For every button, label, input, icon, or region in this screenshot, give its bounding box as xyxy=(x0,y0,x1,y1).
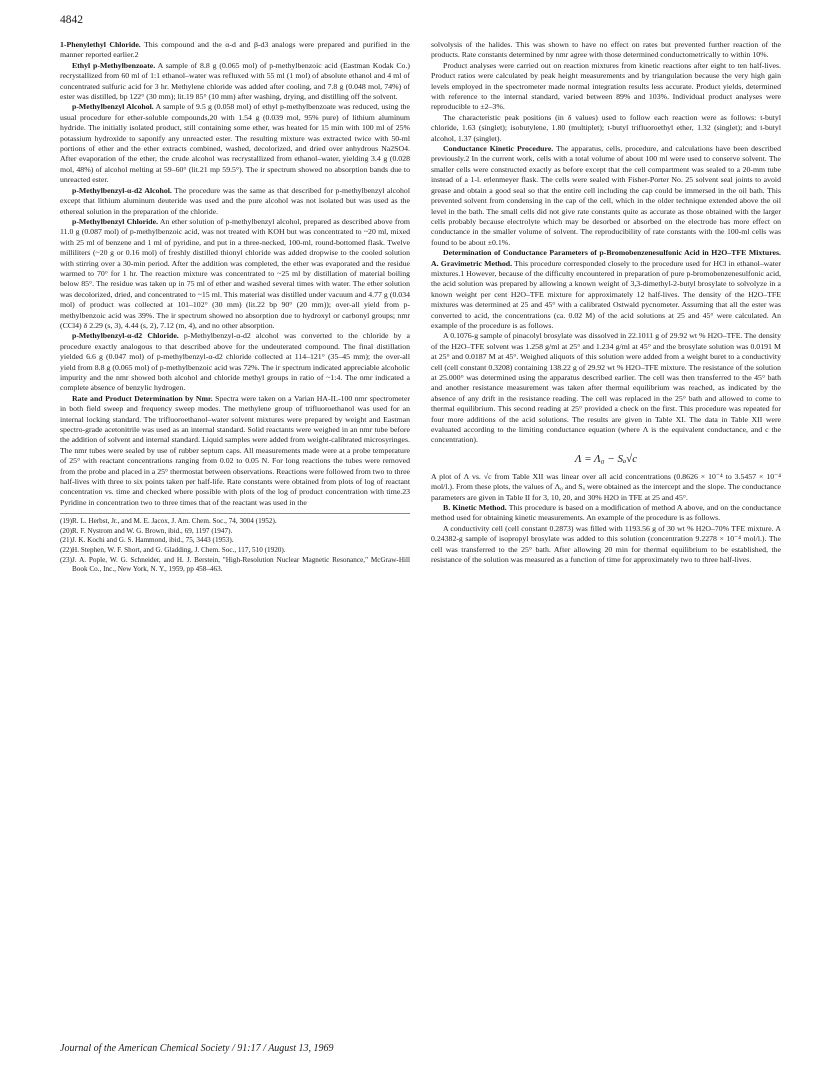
paragraph-text: A conductivity cell (cell constant 0.2873) was filled with 1193.56 g of 30 wt % H2O–70% TFE mixture. A 0.24382-g sample of isopropyl brosylate was added to this solution (concentration 9.2278 × 10⁻⁴ mol/l.). The cell was transferred to the 25° bath. After allowing 20 min for thermal equilibrium to be established, the resistance of the solution was measured as a function of time for approximately two to three half-lives. xyxy=(431,523,781,565)
section-heading: p-Methylbenzyl Chloride. xyxy=(72,216,159,226)
paragraph-text: The characteristic peak positions (in δ values) used to follow each reaction were as follows: t-butyl chloride, 1.63 (singlet); isobutylene, 1.80 (multiplet); t-butyl trifluoroethyl ether, 1.32 (singlet); and t-butyl alcohol, 1.37 (singlet). xyxy=(431,112,781,143)
paragraph-text: The apparatus, cells, procedure, and calculations have been described previously.2 In the current work, cells with a total volume of about 100 ml were used to conserve solvent. The smaller cells were constructed exactly as before except that the cell compartment was sealed to a 20-mm tube instead of a 1-l. erlenmeyer flask. The cells were sealed with Fisher-Porter No. 25 solvent seal joints to avoid grease and obtain a good seal so that the entire cell including the cap could be immersed in the oil bath. This prevented solvent from condensing in the cap of the cell, which in the older technique extended above the oil level in the bath. The small cells did not give rate constants quite as accurate as those obtained with the larger cells probably because electrolyte which may be desorbed or absorbed on the electrode has more effect on conductance in the smaller volume of solvent. The reproducibility of rate constants with the 100-ml cells was found to be about ±0.1%. xyxy=(431,144,781,247)
footnote-text: R. F. Nystrom and W. G. Brown, ibid., 69, 1197 (1947). xyxy=(72,526,233,535)
footnote-number: (20) xyxy=(60,526,72,535)
paragraph-text: solvolysis of the halides. This was shown to have no effect on rates but prevented further reaction of the products. Rate constants determined by nmr agree with those determined conductometrically to within 10%. xyxy=(431,40,781,60)
footnote-number: (23) xyxy=(60,555,72,564)
paragraph-text: A sample of 9.5 g (0.058 mol) of ethyl p-methylbenzoate was reduced, using the usual procedure for ether-soluble compounds,20 with 1.54 g (0.039 mol, 95% pure) of lithium aluminum hydride. The initially isolated product, still containing some ether, was heated for 15 min with 100 ml of 25% potassium hydroxide to saponify any unreacted ester. The resulting mixture was extracted twice with 50-ml portions of ether and the ether extracts combined, washed, decolorized, and dried over anhydrous Na2SO4. After evaporation of the ether, the crude alcohol was recrystallized from ethanol–water, yielding 3.4 g (0.028 mol, 48%) of alcohol melting at 59–60° (lit.21 mp 59.5°). The ir spectrum showed no absorption bands due to unreacted ester. xyxy=(60,102,411,185)
footnote-number: (22) xyxy=(60,546,72,555)
footnote-text: J. A. Pople, W. G. Schneider, and H. J. Berstein, "High-Resolution Nuclear Magnetic Resonance," McGraw-Hill Book Co., Inc., New York, N. Y., 1959, pp 458–463. xyxy=(72,555,410,574)
paragraph-text: A 0.1076-g sample of pinacolyl brosylate was dissolved in 22.1011 g of 29.92 wt % H2O–TFE. The density of the H2O–TFE solvent was 1.258 g/ml at 25° and 1.234 g/ml at 45° and the brosylate solution was 0.0191 M at 25° and 0.0187 M at 45°. Weighed aliquots of this solution were added from a weight buret to a conductivity cell (cell constant 0.3208) containing 138.22 g of 29.92 wt % H2O–TFE mixture. The resistance of the solution at 25.000° was determined using the apparatus described earlier. The cell was then transferred to the 45° bath and another resistance measurement was taken after thermal equilibrium was reached, as indicated by the absence of any drift in the resistance reading. The cell was replaced in the 25° bath and allowed to come to thermal equilibrium. This second reading at 25° provided a check on the first. This procedure was repeated for four more additions of the acid solutions. The results are given in Table XI. The data in Table XII were evaluated according to the limiting conductance equation (where Λ is the equivalent conductance, and c the concentration). xyxy=(431,331,781,445)
right-column xyxy=(431,40,781,566)
paragraph xyxy=(431,503,781,524)
section-heading: B. Kinetic Method. xyxy=(443,503,507,513)
section-heading: Determination of Conductance Parameters of p-Bromobenzenesulfonic Acid in H2O–TFE Mixtures. A. Gravimetric Method. xyxy=(431,248,781,268)
footnote-number: (21) xyxy=(60,536,72,545)
paragraph-text: The procedure was the same as that described for p-methylbenzyl alcohol except that lithium aluminum deuteride was used and the pure alcohol was not isolated but was used as the ethereal solution in the preparation of the chloride. xyxy=(60,185,410,216)
conductance-equation: Λ = Λ₀ − Sₐ√c xyxy=(574,452,638,465)
left-paragraphs xyxy=(60,40,410,508)
footnotes xyxy=(60,513,410,575)
left-column xyxy=(60,40,410,575)
paragraph xyxy=(60,394,410,508)
paragraph xyxy=(60,61,410,103)
footnote xyxy=(60,546,410,556)
footnote xyxy=(60,556,410,575)
paragraph-text: A sample of 8.8 g (0.065 mol) of p-methylbenzoic acid (Eastman Kodak Co.) recrystallized from 60 ml of 1:1 ethanol–water was refluxed with 55 ml (1 mol) of absolute ethanol and 4 ml of concentrated sulfuric acid for 3 hr. Methylene chloride was added after cooling, and 7.8 g (0.048 mol, 74%) of ester was distilled, bp 122° (30 mm); lit.19 85° (10 mm) after washing, drying, and distilling off the solvent. xyxy=(60,60,411,102)
paragraph-text: An ether solution of p-methylbenzyl alcohol, prepared as described above from 11.0 g (0.087 mol) of p-methylbenzoic acid, was not treated with KOH but was concentrated to ~20 ml, mixed with 25 ml of benzene and 1 ml of pyridine, and put in a three-necked, 100-ml, round-bottomed flask. Twelve milliliters (~20 g or 0.16 mol) of freshly distilled thionyl chloride was added dropwise to the cooled solution with stirring over a 30-min period. After the addition was completed, the ether was evaporated and the residue warmed to 70° for 1 hr. The reaction mixture was concentrated to ~25 ml by distillation of material boiling below 85°. The residue was taken up in 75 ml of ether and washed several times with water. The ether solution was decolorized, dried, and concentrated to ~15 ml. This material was distilled under vacuum and 4.77 g (0.034 mol) of product was collected at 101–102° (30 mm) (lit.22 bp 90° (20 mm)); over-all yield from p-methylbenzoic acid was 39%. The ir spectrum showed no absorption due to hydroxyl or carbonyl groups; nmr (CCl4) δ 2.29 (s, 3), 4.44 (s, 2), 7.12 (m, 4), and no other absorption. xyxy=(60,216,410,330)
paragraph xyxy=(431,144,781,248)
paragraph xyxy=(60,217,410,331)
section-heading: 1-Phenylethyl Chloride. xyxy=(60,40,141,49)
paragraph xyxy=(431,113,781,144)
footnote xyxy=(60,527,410,537)
section-heading: Conductance Kinetic Procedure. xyxy=(443,144,554,154)
paragraph-text: This procedure is based on a modification of method A above, and on the conductance method used for obtaining kinetic measurements. An example of the procedure is as follows. xyxy=(431,503,781,523)
footnote xyxy=(60,536,410,546)
section-heading: p-Methylbenzyl Alcohol. xyxy=(72,102,154,112)
section-heading: p-Methylbenzyl-α-d2 Alcohol. xyxy=(72,185,172,195)
section-heading: p-Methylbenzyl-α-d2 Chloride. xyxy=(72,331,179,341)
right-paragraphs-a xyxy=(431,40,781,446)
paragraph xyxy=(431,524,781,566)
paragraph-text: Product analyses were carried out on reaction mixtures from kinetic reactions after eight to ten half-lives. Product ratios were calculated by peak height measurements and by triangulation because the very high gain levels employed in the spectrometer made normal integration results less accurate. Product yields, determined with reference to the internal standard, varied between 89% and 103%. Individual product analyses were reproducible to ±2–3%. xyxy=(431,60,781,112)
paragraph xyxy=(60,331,410,393)
paragraph xyxy=(431,40,781,61)
paragraph-text: This compound and the α-d and β-d3 analogs were prepared and purified in the manner reported earlier.2 xyxy=(60,40,410,60)
paragraph xyxy=(431,61,781,113)
paragraph xyxy=(60,186,410,217)
footnote-number: (19) xyxy=(60,517,72,526)
page-number: 4842 xyxy=(60,14,83,26)
footnote-text: H. Stephen, W. F. Short, and G. Gladding, J. Chem. Soc., 117, 510 (1920). xyxy=(72,546,286,555)
footnote-text: R. L. Herbst, Jr., and M. E. Jacox, J. Am. Chem. Soc., 74, 3004 (1952). xyxy=(72,517,277,526)
paragraph-text: p-Methylbenzyl-α-d2 alcohol was converted to the chloride by a procedure exactly analogous to that described above for the undeuterated compound. The final distillation yielded 6.6 g (0.047 mol) of p-methylbenzyl-α-d2 chloride collected at 114–121° (35–45 mm); the over-all yield from 8.8 g (0.065 mol) of p-methylbenzoic acid was 72%. The ir spectrum indicated appreciable alcoholic impurity and the nmr showed both alcohol and chloride methyl groups in ratio of ~1:4. The nmr indicated a complete absence of benzylic hydrogen. xyxy=(60,331,411,393)
paragraph-text: Spectra were taken on a Varian HA-IL-100 nmr spectrometer in both field sweep and frequency sweep modes. The methylene group of trifluoroethanol was used for an internal locking standard. The trifluoroethanol–water solvent mixtures were prepared by weight and Eastman spectro-grade acetonitrile was used as an internal standard. Solid reactants were weighed in an nmr tube before the addition of solvent and internal standard. Liquid samples were added from weight-calibrated microsyringes. The nmr tubes were sealed by use of rubber septum caps. All measurements made were at a probe temperature of 25° with reactant concentrations ranging from 0.02 to 0.05 N. For long reactions the tubes were removed from the probe and placed in a 25° thermostat between observations. Reactions were followed from two to three half-lives with three to six points taken per half-life. Rate constants were obtained from plots of log of reactant concentration vs. time and checked where possible with plots of the log of product concentration with time.23 Pyridine in concentration two to three times that of the reactant was used in the xyxy=(60,393,410,507)
paragraph xyxy=(431,248,781,331)
paragraph xyxy=(431,331,781,445)
journal-footer: Journal of the American Chemical Society / 91:17 / August 13, 1969 xyxy=(60,1043,334,1054)
footnote xyxy=(60,517,410,527)
section-heading: Ethyl p-Methylbenzoate. xyxy=(72,60,156,70)
section-heading: Rate and Product Determination by Nmr. xyxy=(72,393,213,403)
paragraph-text: A plot of Λ vs. √c from Table XII was linear over all acid concentrations (0.8626 × 10⁻⁴ to 3.5457 × 10⁻⁴ mol/l.). From these plots, the values of Λ₀ and Sₐ were obtained as the intercept and the slope. The conductance parameters are given in Table II for 3, 10, 20, and 30% H2O in TFE at 25 and 45°. xyxy=(431,471,781,502)
right-paragraphs-b xyxy=(431,472,781,566)
paragraph xyxy=(60,40,410,61)
footnote-text: J. K. Kochi and G. S. Hammond, ibid., 75, 3443 (1953). xyxy=(72,536,234,545)
paragraph xyxy=(60,102,410,185)
paragraph-text: This procedure corresponded closely to the procedure used for HCl in ethanol–water mixtures.1 However, because of the difficulty encountered in preparation of pure p-bromobenzenesulfonic acid, the acid solution was prepared by allowing a known weight of 3,3-dimethyl-2-butyl brosylate to solvolyze in a known weight per cent H2O–TFE mixture for approximately 12 half-lives. The density of the H2O–TFE mixtures was determined at 25 and 45° with a calibrated Ostwald pycnometer. Assuming that all the ester was converted to acid, the concentrations (ca. 0.02 M) of the acid solutions at 25 and 45° were calculated. An example of the procedure is as follows. xyxy=(431,258,781,330)
paragraph xyxy=(431,472,781,503)
